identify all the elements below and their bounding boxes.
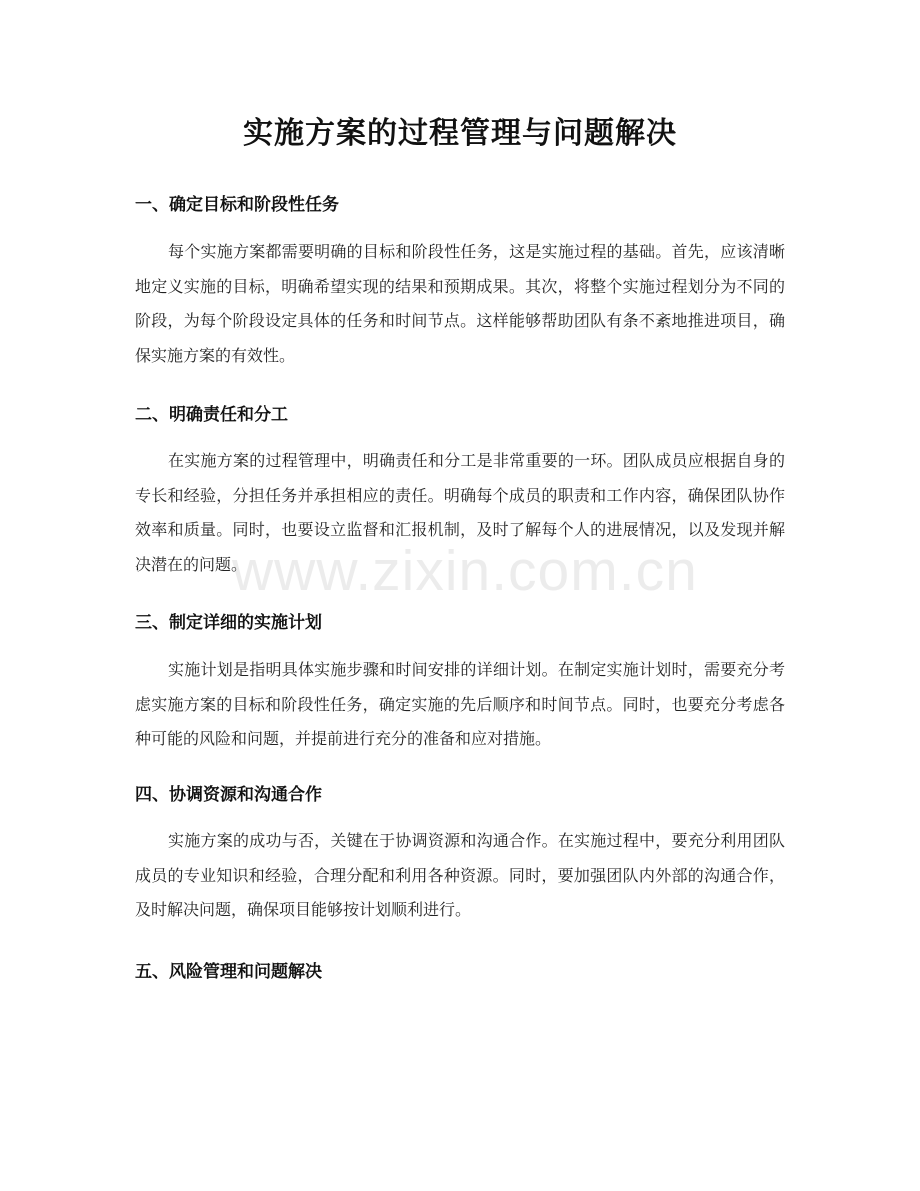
section-paragraph-4: 实施方案的成功与否，关键在于协调资源和沟通合作。在实施过程中，要充分利用团队成员的专业知识和经验，合理分配和利用各种资源。同时，要加强团队内外部的沟通合作，及时解决问题，确保项目能够按计划顺利进行。	[135, 831, 785, 919]
section-paragraph-3: 实施计划是指明具体实施步骤和时间安排的详细计划。在制定实施计划时，需要充分考虑实施方案的目标和阶段性任务，确定实施的先后顺序和时间节点。同时，也要充分考虑各种可能的风险和问题，并提前进行充分的准备和应对措施。	[135, 660, 785, 748]
section-heading-3: 三、制定详细的实施计划	[135, 613, 322, 633]
section-heading-1: 一、确定目标和阶段性任务	[135, 195, 339, 215]
section-heading-2: 二、明确责任和分工	[135, 405, 288, 425]
section-heading-4: 四、协调资源和沟通合作	[135, 785, 322, 805]
section-paragraph-2: 在实施方案的过程管理中，明确责任和分工是非常重要的一环。团队成员应根据自身的专长和经验，分担任务并承担相应的责任。明确每个成员的职责和工作内容，确保团队协作效率和质量。同时，也要设立监督和汇报机制，及时了解每个人的进展情况，以及发现并解决潜在的问题。	[135, 451, 785, 574]
document-title: 实施方案的过程管理与问题解决	[243, 116, 677, 151]
section-heading-5: 五、风险管理和问题解决	[135, 962, 322, 982]
section-paragraph-1: 每个实施方案都需要明确的目标和阶段性任务，这是实施过程的基础。首先，应该清晰地定义实施的目标，明确希望实现的结果和预期成果。其次，将整个实施过程划分为不同的阶段，为每个阶段设定具体的任务和时间节点。这样能够帮助团队有条不紊地推进项目，确保实施方案的有效性。	[135, 242, 785, 365]
watermark-text: www.zixin.com.cn	[232, 539, 698, 603]
